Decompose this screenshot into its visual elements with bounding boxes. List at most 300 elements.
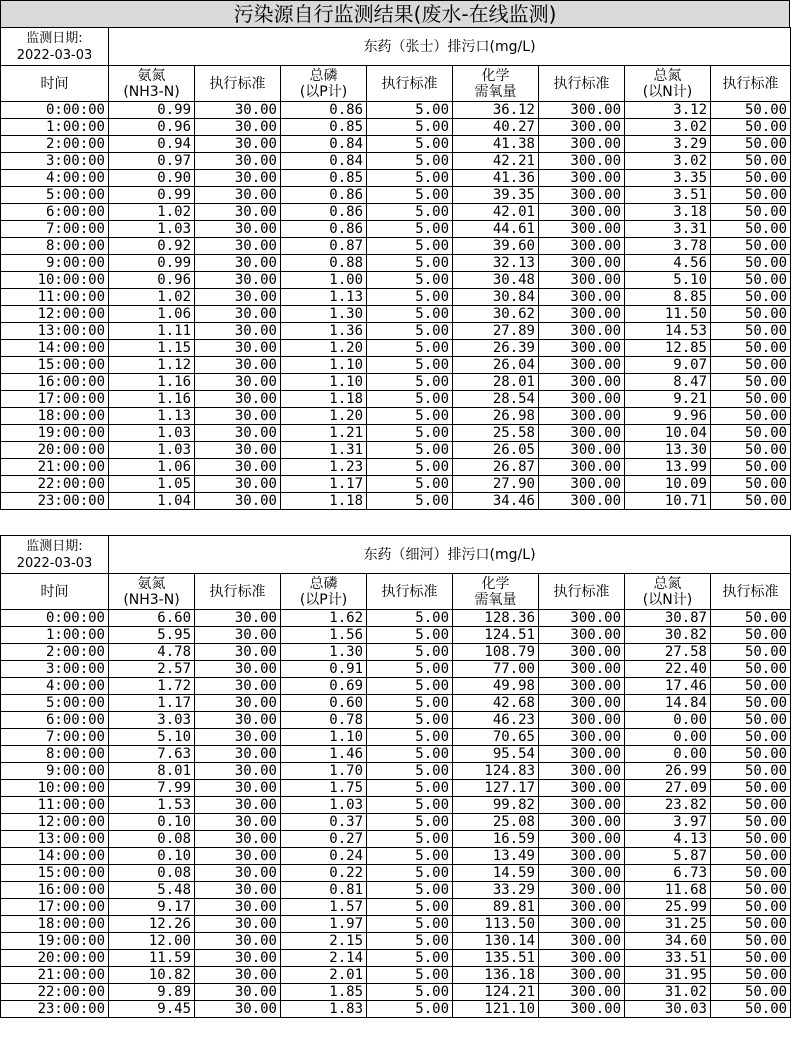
cell-time: 4:00:00	[1, 170, 109, 187]
cell-cod: 39.35	[453, 187, 539, 204]
cell-time: 19:00:00	[1, 425, 109, 442]
cell-cod: 25.08	[453, 814, 539, 831]
cell-phosphorus-standard: 5.00	[367, 221, 453, 238]
cell-time: 15:00:00	[1, 865, 109, 882]
cell-time: 22:00:00	[1, 984, 109, 1001]
cell-nitrogen: 3.02	[625, 153, 711, 170]
table-row	[1, 187, 791, 204]
column-header-ammonia: 氨氮 (NH3-N)	[109, 66, 195, 102]
cell-nitrogen-standard: 50.00	[711, 763, 791, 780]
cell-nitrogen: 0.00	[625, 746, 711, 763]
cell-nitrogen-standard: 50.00	[711, 493, 791, 510]
column-header-phosphorus: 总磷 (以P计)	[281, 574, 367, 610]
table-row	[1, 221, 791, 238]
cell-ammonia-standard: 30.00	[195, 678, 281, 695]
cell-ammonia: 0.08	[109, 831, 195, 848]
cell-phosphorus: 1.30	[281, 306, 367, 323]
monitoring-table-zhangshi	[0, 27, 791, 510]
cell-phosphorus-standard: 5.00	[367, 627, 453, 644]
cell-cod-standard: 300.00	[539, 425, 625, 442]
table-row	[1, 459, 791, 476]
cell-nitrogen-standard: 50.00	[711, 984, 791, 1001]
cell-cod-standard: 300.00	[539, 695, 625, 712]
cell-ammonia: 0.94	[109, 136, 195, 153]
cell-ammonia: 12.00	[109, 933, 195, 950]
cell-ammonia-standard: 30.00	[195, 729, 281, 746]
cell-cod: 27.90	[453, 476, 539, 493]
cell-nitrogen-standard: 50.00	[711, 170, 791, 187]
table-row	[1, 442, 791, 459]
cell-nitrogen: 14.84	[625, 695, 711, 712]
cell-time: 8:00:00	[1, 746, 109, 763]
cell-nitrogen: 3.02	[625, 119, 711, 136]
cell-time: 12:00:00	[1, 306, 109, 323]
cell-phosphorus-standard: 5.00	[367, 950, 453, 967]
cell-nitrogen-standard: 50.00	[711, 814, 791, 831]
cell-cod-standard: 300.00	[539, 899, 625, 916]
cell-time: 17:00:00	[1, 391, 109, 408]
cell-phosphorus-standard: 5.00	[367, 357, 453, 374]
cell-ammonia-standard: 30.00	[195, 119, 281, 136]
cell-phosphorus-standard: 5.00	[367, 238, 453, 255]
table-row	[1, 170, 791, 187]
cell-cod-standard: 300.00	[539, 763, 625, 780]
cell-nitrogen: 13.30	[625, 442, 711, 459]
cell-phosphorus-standard: 5.00	[367, 695, 453, 712]
cell-nitrogen: 5.10	[625, 272, 711, 289]
cell-nitrogen-standard: 50.00	[711, 221, 791, 238]
cell-ammonia-standard: 30.00	[195, 865, 281, 882]
cell-ammonia-standard: 30.00	[195, 425, 281, 442]
table-row	[1, 153, 791, 170]
cell-phosphorus-standard: 5.00	[367, 763, 453, 780]
cell-phosphorus-standard: 5.00	[367, 170, 453, 187]
cell-ammonia-standard: 30.00	[195, 746, 281, 763]
cell-ammonia-standard: 30.00	[195, 136, 281, 153]
cell-nitrogen-standard: 50.00	[711, 610, 791, 627]
cell-nitrogen: 10.04	[625, 425, 711, 442]
report-title: 污染源自行监测结果(废水-在线监测)	[0, 0, 790, 28]
cell-nitrogen-standard: 50.00	[711, 831, 791, 848]
cell-time: 19:00:00	[1, 933, 109, 950]
cell-nitrogen-standard: 50.00	[711, 204, 791, 221]
cell-time: 21:00:00	[1, 459, 109, 476]
cell-cod-standard: 300.00	[539, 933, 625, 950]
cell-ammonia-standard: 30.00	[195, 916, 281, 933]
cell-phosphorus: 1.13	[281, 289, 367, 306]
cell-ammonia: 5.48	[109, 882, 195, 899]
cell-phosphorus-standard: 5.00	[367, 391, 453, 408]
cell-ammonia-standard: 30.00	[195, 459, 281, 476]
cell-ammonia-standard: 30.00	[195, 763, 281, 780]
cell-cod-standard: 300.00	[539, 831, 625, 848]
cell-ammonia-standard: 30.00	[195, 170, 281, 187]
table-row	[1, 408, 791, 425]
cell-phosphorus-standard: 5.00	[367, 967, 453, 984]
cell-nitrogen: 10.09	[625, 476, 711, 493]
cell-phosphorus-standard: 5.00	[367, 814, 453, 831]
cell-time: 5:00:00	[1, 187, 109, 204]
cell-ammonia: 10.82	[109, 967, 195, 984]
cell-cod: 127.17	[453, 780, 539, 797]
cell-cod-standard: 300.00	[539, 610, 625, 627]
column-header-ammonia: 氨氮 (NH3-N)	[109, 574, 195, 610]
cell-cod: 30.62	[453, 306, 539, 323]
cell-phosphorus: 1.20	[281, 340, 367, 357]
cell-nitrogen-standard: 50.00	[711, 272, 791, 289]
table-row	[1, 119, 791, 136]
cell-phosphorus: 1.21	[281, 425, 367, 442]
cell-nitrogen: 31.25	[625, 916, 711, 933]
cell-cod: 124.21	[453, 984, 539, 1001]
cell-phosphorus: 1.18	[281, 493, 367, 510]
cell-phosphorus: 1.23	[281, 459, 367, 476]
cell-time: 17:00:00	[1, 899, 109, 916]
table-row	[1, 255, 791, 272]
cell-time: 10:00:00	[1, 780, 109, 797]
cell-phosphorus: 1.57	[281, 899, 367, 916]
cell-ammonia-standard: 30.00	[195, 814, 281, 831]
cell-phosphorus: 0.86	[281, 221, 367, 238]
cell-nitrogen: 30.82	[625, 627, 711, 644]
cell-ammonia: 1.03	[109, 425, 195, 442]
cell-ammonia-standard: 30.00	[195, 627, 281, 644]
cell-nitrogen: 31.95	[625, 967, 711, 984]
cell-ammonia: 0.10	[109, 848, 195, 865]
cell-cod-standard: 300.00	[539, 627, 625, 644]
cell-nitrogen-standard: 50.00	[711, 746, 791, 763]
cell-phosphorus: 0.88	[281, 255, 367, 272]
cell-nitrogen-standard: 50.00	[711, 644, 791, 661]
cell-phosphorus: 0.91	[281, 661, 367, 678]
section-header-row	[1, 28, 791, 66]
table-row	[1, 916, 791, 933]
cell-nitrogen-standard: 50.00	[711, 340, 791, 357]
cell-time: 22:00:00	[1, 476, 109, 493]
cell-ammonia-standard: 30.00	[195, 408, 281, 425]
table-row	[1, 729, 791, 746]
table-row	[1, 357, 791, 374]
cell-cod: 36.12	[453, 102, 539, 119]
cell-nitrogen-standard: 50.00	[711, 187, 791, 204]
cell-nitrogen-standard: 50.00	[711, 780, 791, 797]
cell-nitrogen: 13.99	[625, 459, 711, 476]
table-row	[1, 272, 791, 289]
cell-nitrogen: 26.99	[625, 763, 711, 780]
cell-phosphorus: 0.22	[281, 865, 367, 882]
cell-ammonia: 1.04	[109, 493, 195, 510]
cell-cod-standard: 300.00	[539, 306, 625, 323]
cell-cod-standard: 300.00	[539, 984, 625, 1001]
cell-phosphorus: 0.86	[281, 204, 367, 221]
table-row	[1, 950, 791, 967]
cell-ammonia: 6.60	[109, 610, 195, 627]
cell-phosphorus: 1.85	[281, 984, 367, 1001]
table-row	[1, 831, 791, 848]
cell-cod: 14.59	[453, 865, 539, 882]
cell-nitrogen: 4.56	[625, 255, 711, 272]
cell-cod: 89.81	[453, 899, 539, 916]
cell-phosphorus: 1.10	[281, 729, 367, 746]
cell-phosphorus-standard: 5.00	[367, 255, 453, 272]
table-row	[1, 899, 791, 916]
cell-phosphorus-standard: 5.00	[367, 153, 453, 170]
cell-time: 0:00:00	[1, 610, 109, 627]
cell-phosphorus-standard: 5.00	[367, 729, 453, 746]
cell-phosphorus: 1.36	[281, 323, 367, 340]
cell-nitrogen-standard: 50.00	[711, 1001, 791, 1018]
cell-phosphorus: 1.17	[281, 476, 367, 493]
cell-ammonia: 5.95	[109, 627, 195, 644]
cell-phosphorus-standard: 5.00	[367, 408, 453, 425]
cell-ammonia: 0.96	[109, 119, 195, 136]
cell-nitrogen: 4.13	[625, 831, 711, 848]
cell-ammonia-standard: 30.00	[195, 950, 281, 967]
cell-phosphorus: 0.27	[281, 831, 367, 848]
cell-phosphorus: 0.85	[281, 170, 367, 187]
cell-phosphorus-standard: 5.00	[367, 425, 453, 442]
cell-cod: 26.05	[453, 442, 539, 459]
cell-ammonia-standard: 30.00	[195, 153, 281, 170]
cell-cod-standard: 300.00	[539, 391, 625, 408]
cell-cod-standard: 300.00	[539, 950, 625, 967]
cell-phosphorus: 2.01	[281, 967, 367, 984]
cell-time: 11:00:00	[1, 289, 109, 306]
cell-phosphorus-standard: 5.00	[367, 119, 453, 136]
cell-time: 9:00:00	[1, 255, 109, 272]
table-row	[1, 374, 791, 391]
cell-ammonia: 1.16	[109, 374, 195, 391]
cell-nitrogen-standard: 50.00	[711, 950, 791, 967]
table-row	[1, 289, 791, 306]
cell-ammonia-standard: 30.00	[195, 899, 281, 916]
cell-cod: 130.14	[453, 933, 539, 950]
cell-ammonia: 8.01	[109, 763, 195, 780]
cell-phosphorus-standard: 5.00	[367, 493, 453, 510]
cell-time: 6:00:00	[1, 712, 109, 729]
cell-phosphorus-standard: 5.00	[367, 442, 453, 459]
column-header-cod: 化学 需氧量	[453, 574, 539, 610]
cell-cod: 33.29	[453, 882, 539, 899]
cell-nitrogen: 9.07	[625, 357, 711, 374]
table-row	[1, 306, 791, 323]
cell-cod-standard: 300.00	[539, 1001, 625, 1018]
cell-time: 3:00:00	[1, 661, 109, 678]
cell-nitrogen: 6.73	[625, 865, 711, 882]
cell-phosphorus: 1.62	[281, 610, 367, 627]
cell-cod-standard: 300.00	[539, 678, 625, 695]
outlet-name: 东药（张士）排污口(mg/L)	[109, 28, 791, 66]
cell-phosphorus-standard: 5.00	[367, 340, 453, 357]
cell-cod: 41.36	[453, 170, 539, 187]
cell-nitrogen-standard: 50.00	[711, 357, 791, 374]
cell-time: 14:00:00	[1, 340, 109, 357]
cell-ammonia-standard: 30.00	[195, 984, 281, 1001]
cell-cod: 46.23	[453, 712, 539, 729]
cell-phosphorus-standard: 5.00	[367, 289, 453, 306]
table-row	[1, 238, 791, 255]
cell-nitrogen: 0.00	[625, 729, 711, 746]
cell-cod-standard: 300.00	[539, 797, 625, 814]
cell-cod-standard: 300.00	[539, 255, 625, 272]
cell-cod-standard: 300.00	[539, 476, 625, 493]
cell-time: 14:00:00	[1, 848, 109, 865]
table-row	[1, 340, 791, 357]
cell-phosphorus-standard: 5.00	[367, 678, 453, 695]
cell-ammonia-standard: 30.00	[195, 610, 281, 627]
cell-phosphorus-standard: 5.00	[367, 459, 453, 476]
cell-ammonia: 9.17	[109, 899, 195, 916]
cell-ammonia-standard: 30.00	[195, 221, 281, 238]
cell-phosphorus-standard: 5.00	[367, 136, 453, 153]
cell-cod: 42.68	[453, 695, 539, 712]
cell-nitrogen: 9.21	[625, 391, 711, 408]
cell-nitrogen-standard: 50.00	[711, 442, 791, 459]
cell-cod: 27.89	[453, 323, 539, 340]
cell-cod-standard: 300.00	[539, 221, 625, 238]
cell-ammonia: 7.99	[109, 780, 195, 797]
cell-phosphorus: 1.00	[281, 272, 367, 289]
cell-nitrogen-standard: 50.00	[711, 899, 791, 916]
cell-ammonia-standard: 30.00	[195, 238, 281, 255]
cell-ammonia: 0.97	[109, 153, 195, 170]
cell-nitrogen-standard: 50.00	[711, 425, 791, 442]
table-row	[1, 493, 791, 510]
cell-cod: 135.51	[453, 950, 539, 967]
cell-nitrogen-standard: 50.00	[711, 627, 791, 644]
cell-ammonia-standard: 30.00	[195, 289, 281, 306]
monitoring-date	[1, 28, 109, 66]
cell-ammonia: 5.10	[109, 729, 195, 746]
cell-phosphorus: 1.10	[281, 374, 367, 391]
cell-nitrogen-standard: 50.00	[711, 678, 791, 695]
cell-phosphorus: 1.46	[281, 746, 367, 763]
table-row	[1, 780, 791, 797]
cell-ammonia-standard: 30.00	[195, 357, 281, 374]
cell-ammonia-standard: 30.00	[195, 272, 281, 289]
cell-cod: 32.13	[453, 255, 539, 272]
cell-nitrogen: 27.09	[625, 780, 711, 797]
cell-nitrogen-standard: 50.00	[711, 102, 791, 119]
column-header-phosphorus: 总磷 (以P计)	[281, 66, 367, 102]
cell-time: 11:00:00	[1, 797, 109, 814]
cell-nitrogen: 14.53	[625, 323, 711, 340]
cell-ammonia: 0.90	[109, 170, 195, 187]
cell-phosphorus: 2.14	[281, 950, 367, 967]
cell-time: 6:00:00	[1, 204, 109, 221]
table-row	[1, 678, 791, 695]
cell-ammonia-standard: 30.00	[195, 204, 281, 221]
column-header-time: 时间	[1, 66, 109, 102]
cell-cod: 25.58	[453, 425, 539, 442]
cell-phosphorus: 1.97	[281, 916, 367, 933]
cell-cod: 42.01	[453, 204, 539, 221]
column-header-nitrogen: 总氮 (以N计)	[625, 66, 711, 102]
cell-cod: 40.27	[453, 119, 539, 136]
cell-ammonia-standard: 30.00	[195, 187, 281, 204]
cell-ammonia: 3.03	[109, 712, 195, 729]
column-header-phosphorus-standard: 执行标准	[367, 574, 453, 610]
cell-nitrogen-standard: 50.00	[711, 391, 791, 408]
cell-ammonia-standard: 30.00	[195, 712, 281, 729]
column-header-phosphorus-standard: 执行标准	[367, 66, 453, 102]
cell-cod: 26.04	[453, 357, 539, 374]
cell-phosphorus: 0.37	[281, 814, 367, 831]
cell-nitrogen: 10.71	[625, 493, 711, 510]
cell-phosphorus-standard: 5.00	[367, 831, 453, 848]
cell-ammonia-standard: 30.00	[195, 306, 281, 323]
column-header-nitrogen-standard: 执行标准	[711, 66, 791, 102]
cell-ammonia: 0.99	[109, 187, 195, 204]
cell-cod: 128.36	[453, 610, 539, 627]
cell-ammonia-standard: 30.00	[195, 1001, 281, 1018]
cell-phosphorus: 1.31	[281, 442, 367, 459]
cell-ammonia-standard: 30.00	[195, 102, 281, 119]
cell-phosphorus: 1.75	[281, 780, 367, 797]
cell-ammonia-standard: 30.00	[195, 340, 281, 357]
cell-phosphorus: 1.56	[281, 627, 367, 644]
table-row	[1, 984, 791, 1001]
cell-time: 16:00:00	[1, 374, 109, 391]
cell-nitrogen-standard: 50.00	[711, 797, 791, 814]
table-row	[1, 712, 791, 729]
table-row	[1, 136, 791, 153]
cell-cod: 77.00	[453, 661, 539, 678]
cell-ammonia-standard: 30.00	[195, 374, 281, 391]
cell-nitrogen: 11.50	[625, 306, 711, 323]
cell-phosphorus: 0.86	[281, 187, 367, 204]
cell-cod-standard: 300.00	[539, 442, 625, 459]
cell-ammonia: 0.92	[109, 238, 195, 255]
cell-cod-standard: 300.00	[539, 865, 625, 882]
cell-cod-standard: 300.00	[539, 204, 625, 221]
cell-cod-standard: 300.00	[539, 729, 625, 746]
column-header-nitrogen-standard: 执行标准	[711, 574, 791, 610]
cell-ammonia-standard: 30.00	[195, 831, 281, 848]
cell-phosphorus-standard: 5.00	[367, 780, 453, 797]
cell-phosphorus: 1.03	[281, 797, 367, 814]
table-row	[1, 746, 791, 763]
cell-ammonia-standard: 30.00	[195, 391, 281, 408]
cell-cod-standard: 300.00	[539, 136, 625, 153]
cell-nitrogen: 3.29	[625, 136, 711, 153]
cell-cod: 49.98	[453, 678, 539, 695]
cell-ammonia-standard: 30.00	[195, 476, 281, 493]
cell-cod-standard: 300.00	[539, 289, 625, 306]
cell-ammonia: 9.45	[109, 1001, 195, 1018]
cell-ammonia: 0.08	[109, 865, 195, 882]
cell-cod: 108.79	[453, 644, 539, 661]
cell-ammonia: 1.72	[109, 678, 195, 695]
cell-time: 16:00:00	[1, 882, 109, 899]
cell-nitrogen: 5.87	[625, 848, 711, 865]
cell-time: 3:00:00	[1, 153, 109, 170]
table-row	[1, 797, 791, 814]
cell-ammonia: 1.11	[109, 323, 195, 340]
cell-ammonia-standard: 30.00	[195, 661, 281, 678]
cell-nitrogen: 0.00	[625, 712, 711, 729]
cell-phosphorus-standard: 5.00	[367, 712, 453, 729]
table-row	[1, 933, 791, 950]
cell-phosphorus: 0.84	[281, 153, 367, 170]
cell-nitrogen-standard: 50.00	[711, 374, 791, 391]
cell-phosphorus: 0.78	[281, 712, 367, 729]
cell-ammonia-standard: 30.00	[195, 882, 281, 899]
cell-nitrogen: 17.46	[625, 678, 711, 695]
cell-phosphorus-standard: 5.00	[367, 933, 453, 950]
monitoring-date-label: 监测日期:	[26, 538, 83, 554]
cell-cod: 26.98	[453, 408, 539, 425]
